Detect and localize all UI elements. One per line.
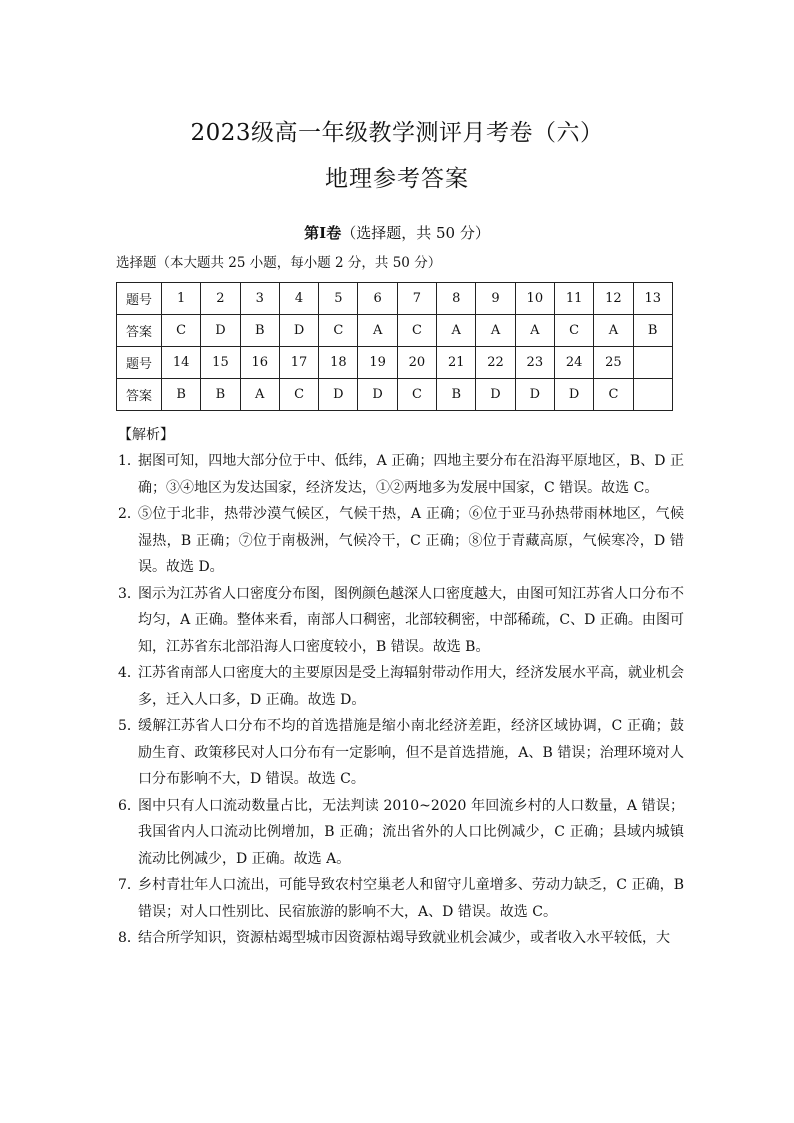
table-cell: 6 [358, 283, 397, 315]
table-cell: 10 [515, 283, 554, 315]
table-row-label: 题号 [117, 347, 162, 379]
table-cell: 13 [633, 283, 672, 315]
table-cell: A [476, 315, 515, 347]
table-cell: 19 [358, 347, 397, 379]
analysis-item-number: 4． [118, 665, 141, 681]
multiple-choice-intro: 选择题（本大题共 25 小题，每小题 2 分，共 50 分） [116, 255, 442, 271]
table-cell: 12 [594, 283, 633, 315]
table-cell: 4 [279, 283, 318, 315]
analysis-item-number: 6． [118, 797, 141, 814]
table-cell: A [515, 315, 554, 347]
analysis-item [118, 501, 684, 581]
analysis-item-text: 图示为江苏省人口密度分布图，图例颜色越深人口密度越大，由图可知江苏省人口分布不均匀，A 正确。整体来看，南部人口稠密，北部较稠密，中部稀疏，C、D 正确。由图可知，江苏省东北部沿海人口密度较小，B 错误。故选 B。 [138, 585, 684, 655]
analysis-item-number: 5． [118, 718, 141, 734]
table-cell: 24 [554, 347, 593, 379]
analysis-item [118, 925, 684, 952]
table-cell: 18 [319, 347, 358, 379]
analysis-item [118, 872, 684, 925]
table-cell: C [594, 379, 633, 411]
table-cell: 20 [397, 347, 436, 379]
table-cell: 25 [594, 347, 633, 379]
table-cell: C [279, 379, 318, 411]
analysis-item-text: 据图可知，四地大部分位于中、低纬，A 正确；四地主要分布在沿海平原地区，B、D 正确；③④地区为发达国家，经济发达，①②两地多为发展中国家，C 错误。故选 C。 [138, 453, 684, 496]
table-cell: A [594, 315, 633, 347]
table-cell: 21 [437, 347, 476, 379]
table-cell: 23 [515, 347, 554, 379]
table-row-label: 答案 [117, 315, 162, 347]
table-cell: B [633, 315, 672, 347]
table-row [117, 379, 673, 411]
table-cell: B [240, 315, 279, 347]
table-cell: A [358, 315, 397, 347]
table-cell: 17 [279, 347, 318, 379]
table-cell: C [319, 315, 358, 347]
table-cell: C [397, 315, 436, 347]
table-cell: 5 [319, 283, 358, 315]
table-row [117, 283, 673, 315]
table-row-label: 答案 [117, 379, 162, 411]
table-cell: C [397, 379, 436, 411]
table-cell: A [437, 315, 476, 347]
table-row-label: 题号 [117, 283, 162, 315]
table-cell [633, 347, 672, 379]
table-row [117, 347, 673, 379]
section-rest: （选择题，共 50 分） [341, 224, 490, 242]
analysis-item [118, 713, 684, 793]
table-row [117, 315, 673, 347]
table-cell: 9 [476, 283, 515, 315]
section-prefix: 第Ⅰ卷 [304, 224, 342, 242]
table-cell: C [554, 315, 593, 347]
analysis-item-text: 缓解江苏省人口分布不均的首选措施是缩小南北经济差距，经济区域协调，C 正确；鼓励生育、政策移民对人口分布有一定影响，但不是首选措施，A、B 错误；治理环境对人口分布影响不大，D 错误。故选 C。 [138, 718, 684, 787]
table-cell: D [515, 379, 554, 411]
answer-table [116, 282, 673, 411]
table-cell [633, 379, 672, 411]
table-cell: B [437, 379, 476, 411]
table-cell: 1 [162, 283, 201, 315]
analysis-item-text: ⑤位于北非，热带沙漠气候区，气候干热，A 正确；⑥位于亚马孙热带雨林地区，气候湿热，B 正确；⑦位于南极洲，气候冷干，C 正确；⑧位于青藏高原，气候寒冷，D 错误。故选 D。 [138, 506, 684, 575]
table-cell: D [279, 315, 318, 347]
analysis-item-number: 7． [118, 877, 141, 893]
table-cell: B [201, 379, 240, 411]
analysis-item-number: 2． [118, 506, 141, 522]
table-cell: 16 [240, 347, 279, 379]
table-cell: C [162, 315, 201, 347]
table-cell: 15 [201, 347, 240, 379]
analysis-item [118, 448, 684, 501]
table-cell: 7 [397, 283, 436, 315]
table-cell: 14 [162, 347, 201, 379]
table-cell: 22 [476, 347, 515, 379]
table-cell: 3 [240, 283, 279, 315]
table-cell: B [162, 379, 201, 411]
table-cell: D [476, 379, 515, 411]
table-cell: 8 [437, 283, 476, 315]
analysis-item-text: 江苏省南部人口密度大的主要原因是受上海辐射带动作用大，经济发展水平高，就业机会多，迁入人口多，D 正确。故选 D。 [138, 665, 684, 708]
analysis-item [118, 581, 684, 661]
table-cell: D [319, 379, 358, 411]
document-title: 2023级高一年级教学测评月考卷（六） [190, 120, 604, 146]
analysis-heading: 【解析】 [118, 427, 174, 443]
analysis-item-number: 3． [118, 585, 141, 602]
table-cell: D [201, 315, 240, 347]
analysis-item-text: 图中只有人口流动数量占比，无法判读 2010~2020 年回流乡村的人口数量，A 错误；我国省内人口流动比例增加，B 正确；流出省外的人口比例减少，C 正确；县域内城镇流动比例减少，D 正确。故选 A。 [138, 797, 684, 867]
analysis-item-text: 乡村青壮年人口流出，可能导致农村空巢老人和留守儿童增多、劳动力缺乏，C 正确，B 错误；对人口性别比、民宿旅游的影响不大，A、D 错误。故选 C。 [138, 877, 684, 920]
section-heading [0, 222, 794, 244]
table-cell: 2 [201, 283, 240, 315]
table-cell: D [554, 379, 593, 411]
document-subtitle: 地理参考答案 [325, 166, 469, 192]
analysis-item-text: 结合所学知识，资源枯竭型城市因资源枯竭导致就业机会减少，或者收入水平较低，大 [138, 930, 670, 946]
table-cell: 11 [554, 283, 593, 315]
analysis-item [118, 660, 684, 713]
table-cell: D [358, 379, 397, 411]
analysis-item-number: 1． [118, 453, 141, 469]
analysis-item [118, 793, 684, 873]
table-cell: A [240, 379, 279, 411]
analysis-item-number: 8． [118, 930, 141, 946]
analysis-list [118, 448, 684, 952]
